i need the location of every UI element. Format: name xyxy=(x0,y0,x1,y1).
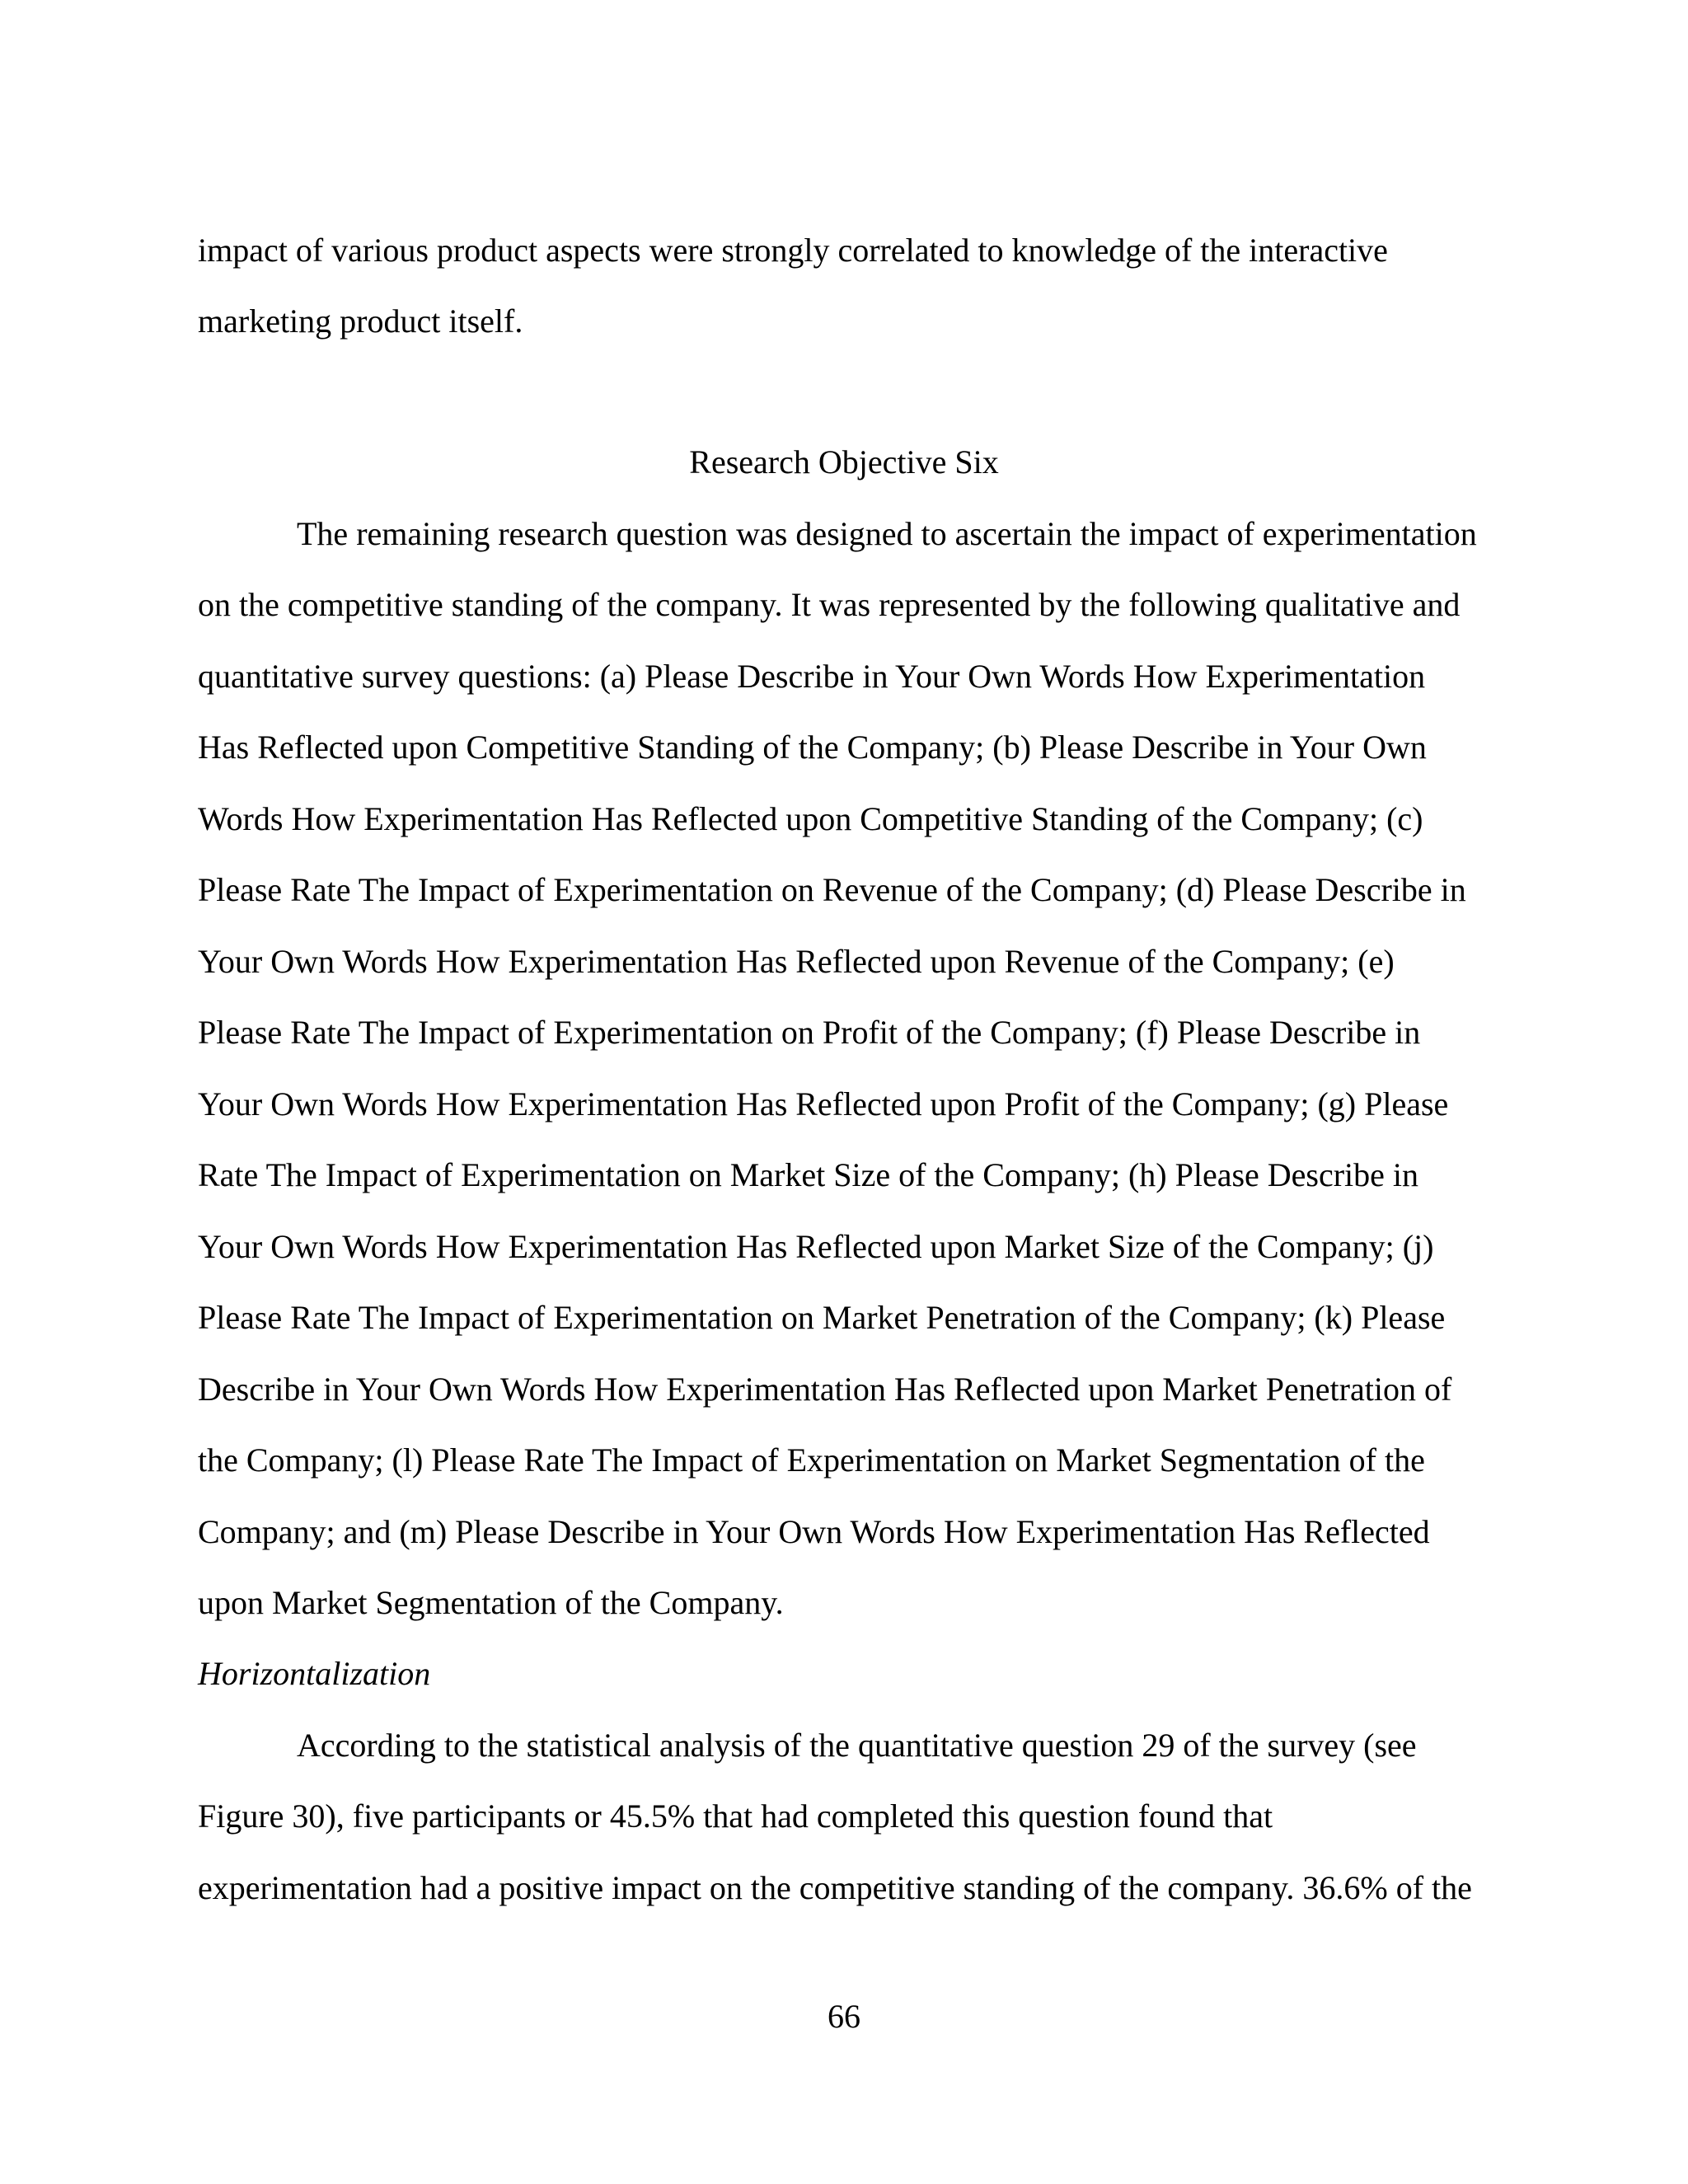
paragraph-line: quantitative survey questions: (a) Please Describe in Your Own Words How Experimentation xyxy=(198,658,1426,695)
paragraph-line: Company; and (m) Please Describe in Your Own Words How Experimentation Has Reflected xyxy=(198,1513,1430,1550)
paragraph-line: experimentation had a positive impact on the competitive standing of the company. 36.6% of the xyxy=(198,1869,1472,1906)
paragraph-line: the Company; (l) Please Rate The Impact of Experimentation on Market Segmentation of the xyxy=(198,1441,1425,1479)
paragraph-line: Please Rate The Impact of Experimentation on Revenue of the Company; (d) Please Describe in xyxy=(198,871,1466,908)
paragraph-line: on the competitive standing of the company. It was represented by the following qualitative and xyxy=(198,586,1461,623)
paragraph-line: Your Own Words How Experimentation Has Reflected upon Profit of the Company; (g) Please xyxy=(198,1085,1449,1122)
paragraph-line: Has Reflected upon Competitive Standing of the Company; (b) Please Describe in Your Own xyxy=(198,729,1427,766)
intro-line-1: impact of various product aspects were strongly correlated to knowledge of the interactive xyxy=(198,232,1388,269)
subsection-heading: Horizontalization xyxy=(198,1655,431,1692)
paragraph-line: Please Rate The Impact of Experimentation on Market Penetration of the Company; (k) Please xyxy=(198,1299,1446,1336)
paragraph-line: Words How Experimentation Has Reflected upon Competitive Standing of the Company; (c) xyxy=(198,800,1423,837)
paragraph-line: Your Own Words How Experimentation Has Reflected upon Market Size of the Company; (j) xyxy=(198,1228,1434,1265)
page-number: 66 xyxy=(828,1998,860,2035)
section-heading: Research Objective Six xyxy=(689,443,999,480)
paragraph-line: The remaining research question was designed to ascertain the impact of experimentation xyxy=(297,515,1477,552)
paragraph-line: Figure 30), five participants or 45.5% that had completed this question found that xyxy=(198,1797,1273,1835)
intro-line-2: marketing product itself. xyxy=(198,302,523,340)
paragraph-line: Describe in Your Own Words How Experimentation Has Reflected upon Market Penetration of xyxy=(198,1371,1452,1408)
paragraph-line: Your Own Words How Experimentation Has Reflected upon Revenue of the Company; (e) xyxy=(198,943,1395,980)
paragraph-line: Rate The Impact of Experimentation on Market Size of the Company; (h) Please Describe in xyxy=(198,1156,1419,1193)
paragraph-line: upon Market Segmentation of the Company. xyxy=(198,1584,784,1621)
paragraph-line: According to the statistical analysis of the quantitative question 29 of the survey (see xyxy=(297,1727,1417,1764)
paragraph-line: Please Rate The Impact of Experimentation on Profit of the Company; (f) Please Describe in xyxy=(198,1014,1421,1051)
